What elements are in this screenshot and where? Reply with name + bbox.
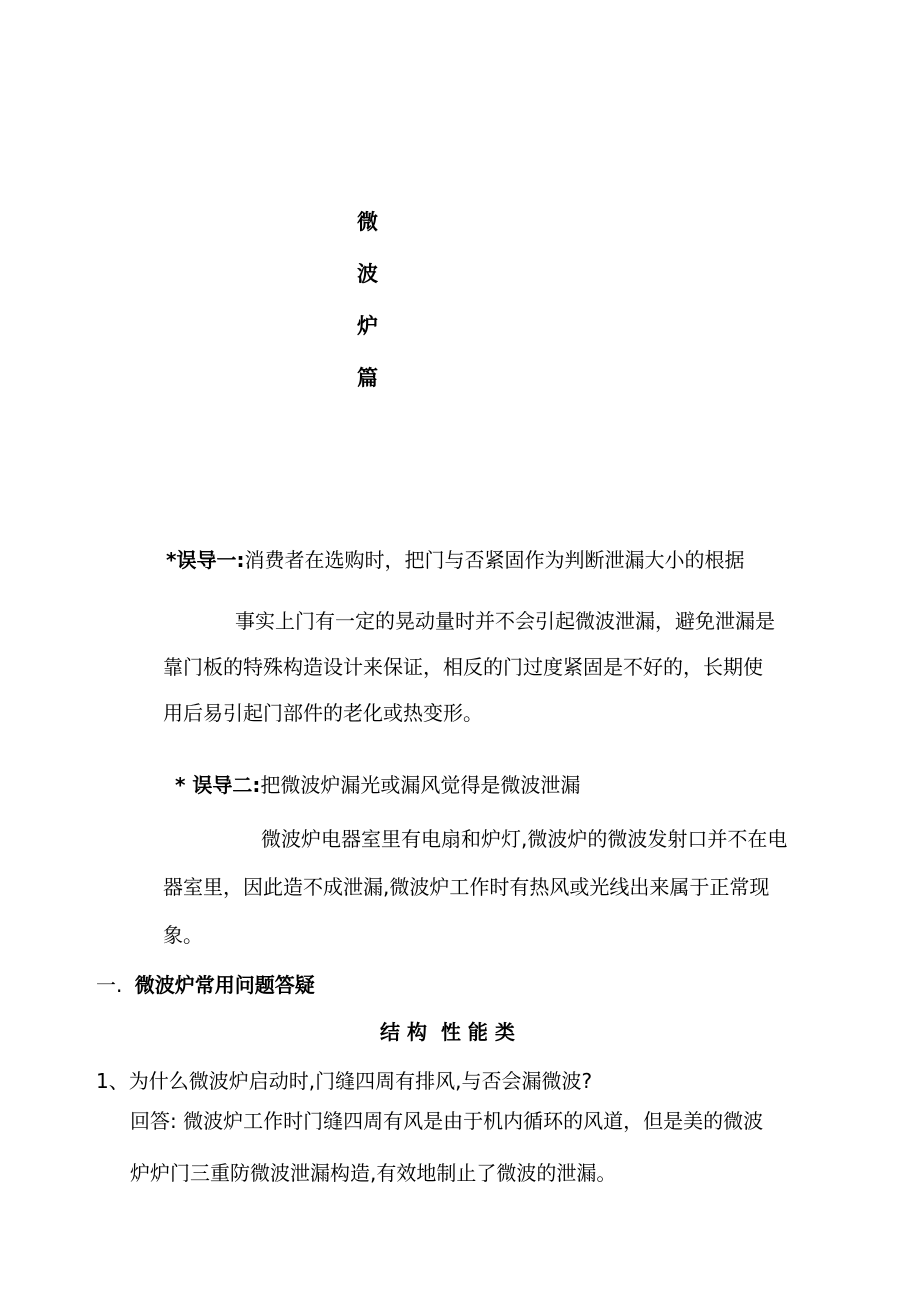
myth1-label: *误导一:: [166, 548, 245, 572]
para1-line-2: 靠门板的特殊构造设计来保证，相反的门过度紧固是不好的，长期使: [163, 655, 763, 679]
para2-line-3: 象。: [163, 923, 203, 947]
answer-1: [130, 1095, 830, 1199]
answer1-line-1: 回答: 微波炉工作时门缝四周有风是由于机内循环的风道，但是美的微波: [130, 1109, 764, 1133]
paragraph-1: [163, 598, 823, 736]
para1-line-3: 用后易引起门部件的老化或热变形。: [163, 701, 483, 725]
myth1-text: 消费者在选购时，把门与否紧固作为判断泄漏大小的根据: [244, 548, 745, 572]
vertical-title: [357, 196, 387, 404]
myth2-heading: [175, 769, 580, 798]
section1-heading: [96, 969, 315, 998]
para2-line-2: 器室里，因此造不成泄漏,微波炉工作时有热风或光线出来属于正常现: [163, 875, 770, 899]
myth2-label: * 误导二:: [175, 773, 261, 797]
title-char-4: 篇: [357, 366, 378, 390]
para1-line-1: 事实上门有一定的晃动量时并不会引起微波泄漏，避免泄漏是: [235, 609, 775, 633]
section1-number: 一.: [96, 973, 123, 997]
title-char-2: 波: [357, 262, 378, 286]
answer1-line-2: 炉炉门三重防微波泄漏构造,有效地制止了微波的泄漏。: [130, 1161, 617, 1185]
myth1-heading: [166, 544, 744, 573]
category-heading: 结 构 性 能 类: [380, 1020, 515, 1044]
question-1: 1、为什么微波炉启动时,门缝四周有排风,与否会漏微波?: [96, 1069, 593, 1093]
title-char-3: 炉: [357, 314, 378, 338]
section1-title: 微波炉常用问题答疑: [134, 973, 315, 997]
title-char-1: 微: [357, 210, 378, 234]
para2-line-1: 微波炉电器室里有电扇和炉灯,微波炉的微波发射口并不在电: [261, 827, 788, 851]
paragraph-2: [163, 815, 823, 959]
myth2-text: 把微波炉漏光或漏风觉得是微波泄漏: [260, 773, 581, 797]
